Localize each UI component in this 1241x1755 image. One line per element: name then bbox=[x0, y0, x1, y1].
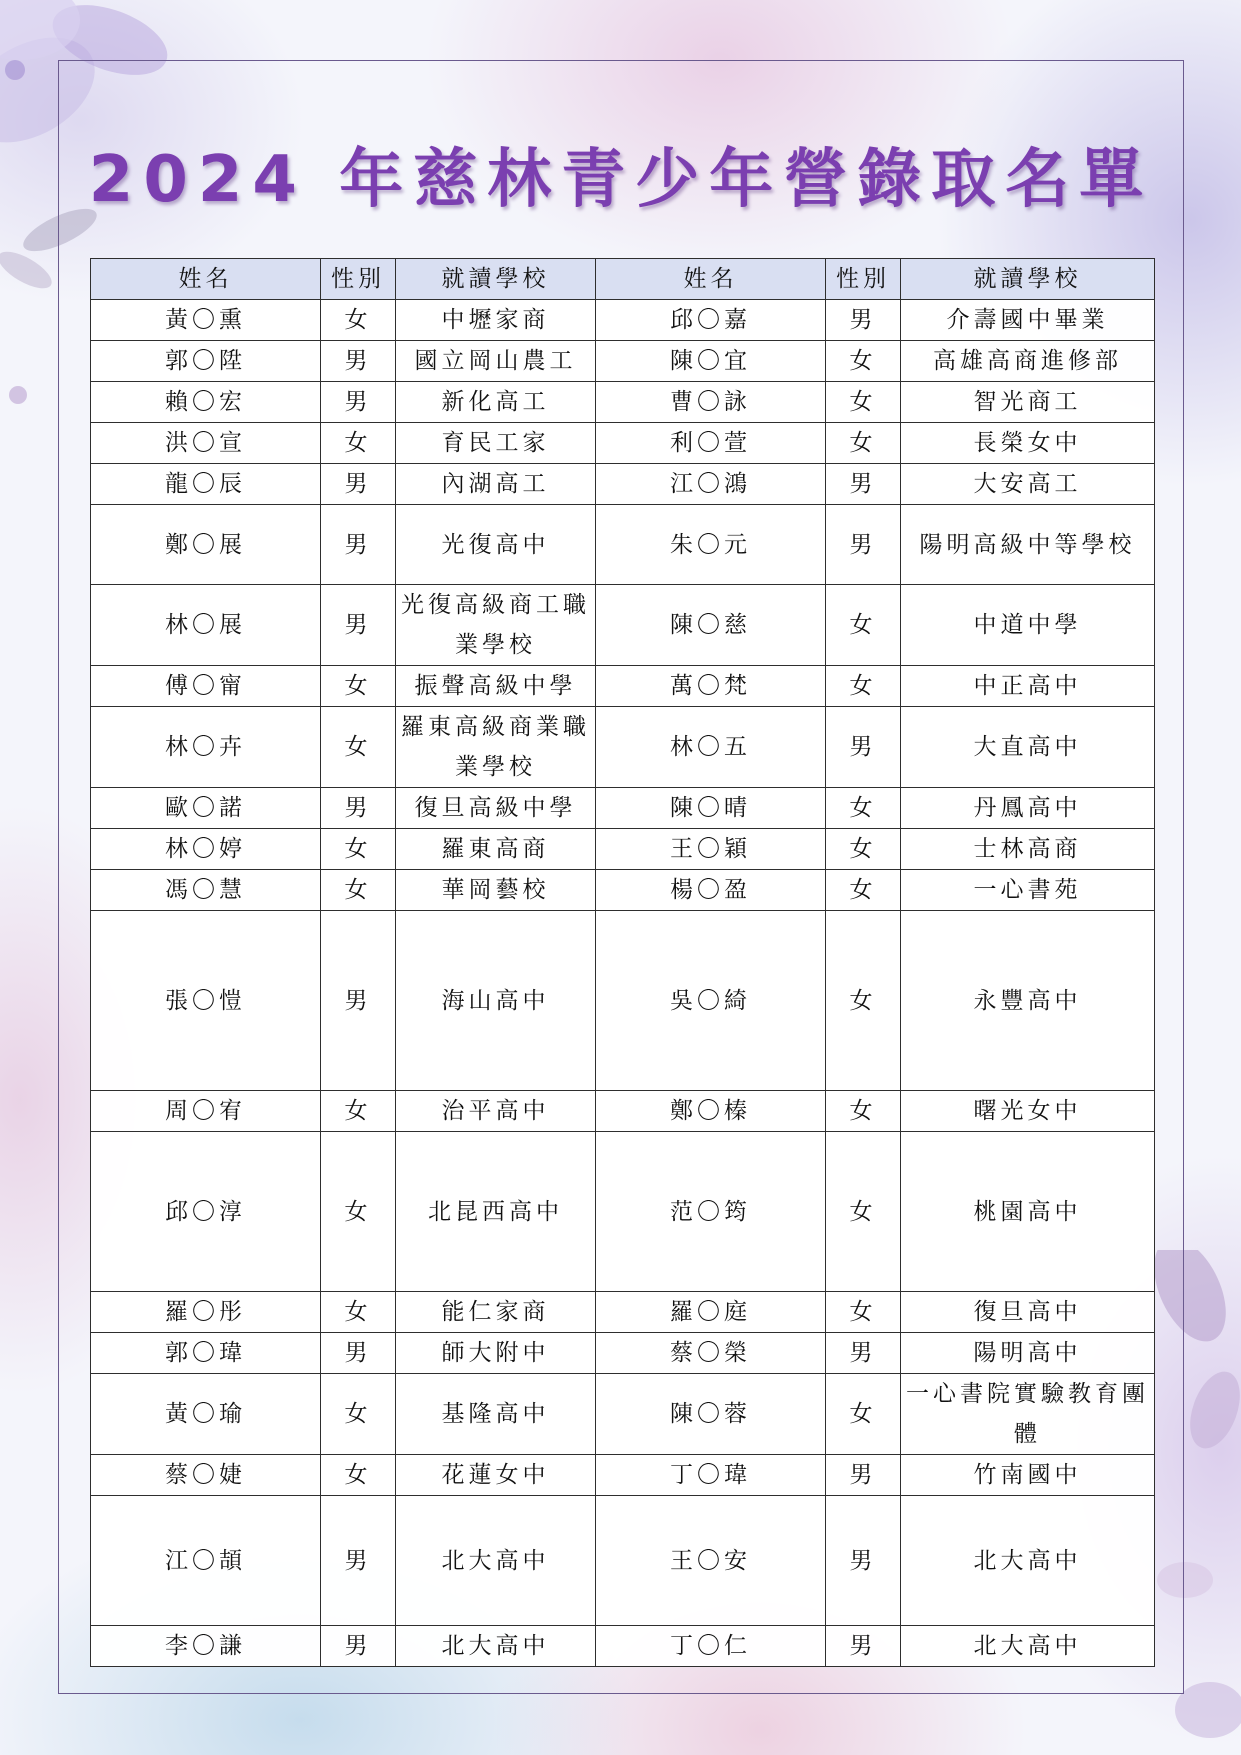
student-school: 北大高中 bbox=[901, 1626, 1155, 1667]
student-gender: 男 bbox=[321, 788, 396, 829]
table-row bbox=[91, 585, 1155, 666]
student-school: 大安高工 bbox=[901, 464, 1155, 505]
student-school: 中壢家商 bbox=[396, 300, 596, 341]
student-school: 大直高中 bbox=[901, 707, 1155, 788]
student-name: 曹〇詠 bbox=[596, 382, 826, 423]
student-name: 鄭〇榛 bbox=[596, 1091, 826, 1132]
student-name: 王〇安 bbox=[596, 1496, 826, 1626]
student-name: 龍〇辰 bbox=[91, 464, 321, 505]
table-row bbox=[91, 1333, 1155, 1374]
table-row bbox=[91, 1496, 1155, 1626]
student-gender: 男 bbox=[321, 1496, 396, 1626]
table-row bbox=[91, 464, 1155, 505]
student-gender: 女 bbox=[826, 585, 901, 666]
student-name: 郭〇瑋 bbox=[91, 1333, 321, 1374]
student-name: 邱〇淳 bbox=[91, 1132, 321, 1292]
student-gender: 女 bbox=[321, 1455, 396, 1496]
student-gender: 女 bbox=[321, 666, 396, 707]
student-gender: 男 bbox=[321, 464, 396, 505]
table-row bbox=[91, 1455, 1155, 1496]
student-name: 賴〇宏 bbox=[91, 382, 321, 423]
student-name: 丁〇瑋 bbox=[596, 1455, 826, 1496]
student-name: 丁〇仁 bbox=[596, 1626, 826, 1667]
student-name: 蔡〇婕 bbox=[91, 1455, 321, 1496]
table-row bbox=[91, 300, 1155, 341]
table-row bbox=[91, 341, 1155, 382]
student-school: 陽明高級中等學校 bbox=[901, 505, 1155, 585]
student-school: 光復高中 bbox=[396, 505, 596, 585]
student-school: 永豐高中 bbox=[901, 911, 1155, 1091]
student-school: 士林高商 bbox=[901, 829, 1155, 870]
student-gender: 女 bbox=[826, 911, 901, 1091]
student-gender: 女 bbox=[321, 829, 396, 870]
student-school: 智光商工 bbox=[901, 382, 1155, 423]
student-gender: 女 bbox=[826, 666, 901, 707]
student-gender: 女 bbox=[826, 1091, 901, 1132]
student-gender: 女 bbox=[321, 1091, 396, 1132]
table-row bbox=[91, 666, 1155, 707]
student-name: 馮〇慧 bbox=[91, 870, 321, 911]
student-name: 陳〇晴 bbox=[596, 788, 826, 829]
student-name: 李〇謙 bbox=[91, 1626, 321, 1667]
student-name: 林〇展 bbox=[91, 585, 321, 666]
student-gender: 男 bbox=[826, 1626, 901, 1667]
student-school: 光復高級商工職業學校 bbox=[396, 585, 596, 666]
header-name-2: 姓名 bbox=[596, 259, 826, 300]
student-school: 竹南國中 bbox=[901, 1455, 1155, 1496]
student-name: 范〇筠 bbox=[596, 1132, 826, 1292]
student-school: 北大高中 bbox=[396, 1496, 596, 1626]
student-gender: 男 bbox=[826, 464, 901, 505]
student-name: 蔡〇榮 bbox=[596, 1333, 826, 1374]
student-gender: 女 bbox=[321, 870, 396, 911]
student-name: 林〇五 bbox=[596, 707, 826, 788]
student-school: 內湖高工 bbox=[396, 464, 596, 505]
student-school: 復旦高級中學 bbox=[396, 788, 596, 829]
student-name: 朱〇元 bbox=[596, 505, 826, 585]
student-gender: 男 bbox=[321, 1333, 396, 1374]
student-school: 治平高中 bbox=[396, 1091, 596, 1132]
student-gender: 女 bbox=[826, 1132, 901, 1292]
student-gender: 女 bbox=[826, 870, 901, 911]
student-name: 羅〇庭 bbox=[596, 1292, 826, 1333]
table-row bbox=[91, 911, 1155, 1091]
student-name: 王〇穎 bbox=[596, 829, 826, 870]
student-school: 長榮女中 bbox=[901, 423, 1155, 464]
student-school: 育民工家 bbox=[396, 423, 596, 464]
student-school: 師大附中 bbox=[396, 1333, 596, 1374]
student-gender: 男 bbox=[826, 505, 901, 585]
student-gender: 女 bbox=[826, 382, 901, 423]
student-gender: 女 bbox=[321, 707, 396, 788]
student-school: 基隆高中 bbox=[396, 1374, 596, 1455]
table-row bbox=[91, 829, 1155, 870]
table-row bbox=[91, 1091, 1155, 1132]
student-name: 林〇婷 bbox=[91, 829, 321, 870]
student-gender: 男 bbox=[321, 911, 396, 1091]
student-school: 高雄高商進修部 bbox=[901, 341, 1155, 382]
table-row bbox=[91, 707, 1155, 788]
student-school: 花蓮女中 bbox=[396, 1455, 596, 1496]
student-school: 羅東高級商業職業學校 bbox=[396, 707, 596, 788]
student-name: 歐〇諾 bbox=[91, 788, 321, 829]
student-gender: 男 bbox=[826, 1496, 901, 1626]
student-school: 北昆西高中 bbox=[396, 1132, 596, 1292]
header-name-1: 姓名 bbox=[91, 259, 321, 300]
student-school: 振聲高級中學 bbox=[396, 666, 596, 707]
student-school: 國立岡山農工 bbox=[396, 341, 596, 382]
student-school: 華岡藝校 bbox=[396, 870, 596, 911]
table-row bbox=[91, 870, 1155, 911]
student-gender: 男 bbox=[321, 1626, 396, 1667]
student-school: 陽明高中 bbox=[901, 1333, 1155, 1374]
student-gender: 女 bbox=[321, 300, 396, 341]
student-school: 新化高工 bbox=[396, 382, 596, 423]
student-gender: 女 bbox=[826, 788, 901, 829]
student-school: 丹鳳高中 bbox=[901, 788, 1155, 829]
student-gender: 男 bbox=[826, 707, 901, 788]
student-gender: 女 bbox=[826, 829, 901, 870]
student-school: 曙光女中 bbox=[901, 1091, 1155, 1132]
student-school: 中道中學 bbox=[901, 585, 1155, 666]
student-school: 桃園高中 bbox=[901, 1132, 1155, 1292]
student-name: 江〇鴻 bbox=[596, 464, 826, 505]
table-row bbox=[91, 1292, 1155, 1333]
student-gender: 女 bbox=[321, 423, 396, 464]
student-school: 復旦高中 bbox=[901, 1292, 1155, 1333]
student-gender: 女 bbox=[826, 1374, 901, 1455]
student-name: 黃〇瑜 bbox=[91, 1374, 321, 1455]
student-name: 張〇愷 bbox=[91, 911, 321, 1091]
table-row bbox=[91, 1132, 1155, 1292]
student-gender: 女 bbox=[321, 1374, 396, 1455]
student-school: 能仁家商 bbox=[396, 1292, 596, 1333]
student-school: 北大高中 bbox=[901, 1496, 1155, 1626]
student-gender: 男 bbox=[321, 505, 396, 585]
table-row bbox=[91, 788, 1155, 829]
table-row bbox=[91, 382, 1155, 423]
admission-table bbox=[90, 258, 1155, 1667]
student-school: 海山高中 bbox=[396, 911, 596, 1091]
student-gender: 男 bbox=[826, 1333, 901, 1374]
student-school: 一心書院實驗教育團體 bbox=[901, 1374, 1155, 1455]
student-name: 楊〇盈 bbox=[596, 870, 826, 911]
student-gender: 男 bbox=[826, 1455, 901, 1496]
student-school: 介壽國中畢業 bbox=[901, 300, 1155, 341]
header-school-1: 就讀學校 bbox=[396, 259, 596, 300]
student-name: 陳〇蓉 bbox=[596, 1374, 826, 1455]
page-title: 2024 年慈林青少年營錄取名單 bbox=[88, 143, 1154, 217]
student-school: 一心書苑 bbox=[901, 870, 1155, 911]
student-name: 吳〇綺 bbox=[596, 911, 826, 1091]
header-gender-2: 性別 bbox=[826, 259, 901, 300]
header-school-2: 就讀學校 bbox=[901, 259, 1155, 300]
student-gender: 男 bbox=[826, 300, 901, 341]
student-name: 鄭〇展 bbox=[91, 505, 321, 585]
student-gender: 男 bbox=[321, 382, 396, 423]
student-name: 洪〇宣 bbox=[91, 423, 321, 464]
table-row bbox=[91, 505, 1155, 585]
student-name: 黃〇熏 bbox=[91, 300, 321, 341]
student-name: 羅〇彤 bbox=[91, 1292, 321, 1333]
student-name: 江〇頡 bbox=[91, 1496, 321, 1626]
student-gender: 女 bbox=[321, 1292, 396, 1333]
student-gender: 女 bbox=[826, 341, 901, 382]
student-gender: 女 bbox=[826, 423, 901, 464]
student-name: 周〇宥 bbox=[91, 1091, 321, 1132]
student-name: 陳〇宜 bbox=[596, 341, 826, 382]
table-row bbox=[91, 1374, 1155, 1455]
student-name: 林〇卉 bbox=[91, 707, 321, 788]
student-gender: 女 bbox=[321, 1132, 396, 1292]
table-header-row bbox=[91, 259, 1155, 300]
student-gender: 男 bbox=[321, 585, 396, 666]
student-school: 北大高中 bbox=[396, 1626, 596, 1667]
student-name: 陳〇慈 bbox=[596, 585, 826, 666]
student-school: 中正高中 bbox=[901, 666, 1155, 707]
student-gender: 男 bbox=[321, 341, 396, 382]
student-name: 邱〇嘉 bbox=[596, 300, 826, 341]
student-name: 利〇萱 bbox=[596, 423, 826, 464]
student-name: 萬〇梵 bbox=[596, 666, 826, 707]
student-name: 郭〇陞 bbox=[91, 341, 321, 382]
student-school: 羅東高商 bbox=[396, 829, 596, 870]
table-row bbox=[91, 1626, 1155, 1667]
table-row bbox=[91, 423, 1155, 464]
student-gender: 女 bbox=[826, 1292, 901, 1333]
header-gender-1: 性別 bbox=[321, 259, 396, 300]
student-name: 傅〇甯 bbox=[91, 666, 321, 707]
